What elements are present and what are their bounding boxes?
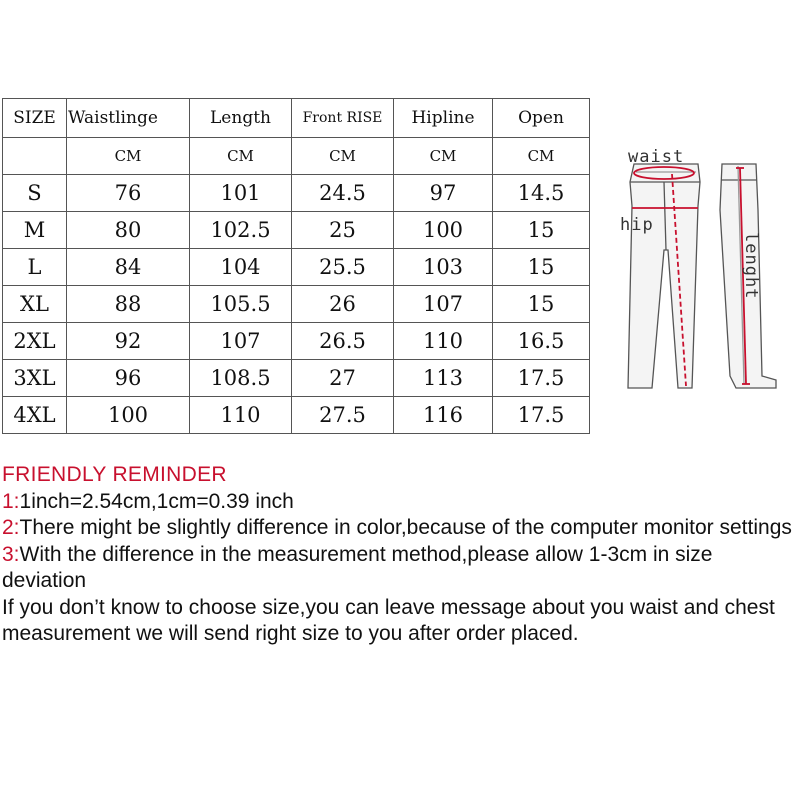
item-number: 3: <box>2 542 20 566</box>
table-cell: 107 <box>190 323 292 360</box>
table-cell: 25 <box>292 212 394 249</box>
table-cell: 14.5 <box>493 175 590 212</box>
size-cell: L <box>3 249 67 286</box>
unit-cell: CM <box>67 138 190 175</box>
table-cell: 105.5 <box>190 286 292 323</box>
size-cell: XL <box>3 286 67 323</box>
table-cell: 26.5 <box>292 323 394 360</box>
table-cell: 101 <box>190 175 292 212</box>
table-cell: 26 <box>292 286 394 323</box>
table-cell: 24.5 <box>292 175 394 212</box>
table-cell: 76 <box>67 175 190 212</box>
table-row <box>3 286 590 323</box>
table-cell: 110 <box>394 323 493 360</box>
table-cell: 17.5 <box>493 360 590 397</box>
header-length: Length <box>190 99 292 138</box>
table-cell: 113 <box>394 360 493 397</box>
table-row <box>3 323 590 360</box>
unit-cell: CM <box>493 138 590 175</box>
reminder-item-3 <box>2 542 800 595</box>
reminder-title: FRIENDLY REMINDER <box>2 463 227 486</box>
table-cell: 100 <box>67 397 190 434</box>
table-cell: 15 <box>493 249 590 286</box>
table-cell: 27.5 <box>292 397 394 434</box>
size-cell: S <box>3 175 67 212</box>
table-cell: 88 <box>67 286 190 323</box>
table-cell: 97 <box>394 175 493 212</box>
table-cell: 16.5 <box>493 323 590 360</box>
table-row <box>3 360 590 397</box>
table-cell: 104 <box>190 249 292 286</box>
hip-label: hip <box>620 215 654 235</box>
reminder-footer: If you don’t know to choose size,you can leave message about you waist and chest measurement we will send right size to you after order placed. <box>2 595 775 645</box>
item-text: With the difference in the measurement method,please allow 1-3cm in size deviation <box>2 542 713 592</box>
table-row <box>3 175 590 212</box>
size-cell: 4XL <box>3 397 67 434</box>
size-cell: 2XL <box>3 323 67 360</box>
reminder-item-2 <box>2 515 800 542</box>
table-cell: 116 <box>394 397 493 434</box>
unit-cell: CM <box>292 138 394 175</box>
table-cell: 108.5 <box>190 360 292 397</box>
table-row <box>3 212 590 249</box>
table-cell: 92 <box>67 323 190 360</box>
size-cell: M <box>3 212 67 249</box>
pants-front-view <box>628 164 700 388</box>
item-text: There might be slightly difference in color,because of the computer monitor settings <box>19 516 792 539</box>
reminder-item-1 <box>2 489 800 516</box>
table-cell: 80 <box>67 212 190 249</box>
item-number: 1: <box>2 489 20 513</box>
unit-cell: CM <box>190 138 292 175</box>
table-cell: 15 <box>493 286 590 323</box>
header-front-rise: Front RISE <box>292 99 394 138</box>
item-text: 1inch=2.54cm,1cm=0.39 inch <box>19 489 294 513</box>
table-cell: 27 <box>292 360 394 397</box>
table-cell: 110 <box>190 397 292 434</box>
size-chart-table <box>2 98 590 434</box>
table-cell: 15 <box>493 212 590 249</box>
waist-label: waist <box>628 147 685 167</box>
table-cell: 84 <box>67 249 190 286</box>
table-cell: 107 <box>394 286 493 323</box>
item-number: 2: <box>2 516 20 539</box>
table-row <box>3 249 590 286</box>
header-open: Open <box>493 99 590 138</box>
table-row <box>3 397 590 434</box>
header-size: SIZE <box>3 99 67 138</box>
table-cell: 100 <box>394 212 493 249</box>
table-cell: 25.5 <box>292 249 394 286</box>
table-cell: 17.5 <box>493 397 590 434</box>
header-hipline: Hipline <box>394 99 493 138</box>
unit-cell: CM <box>394 138 493 175</box>
header-waist: Waistlinge <box>67 99 190 138</box>
table-cell: 96 <box>67 360 190 397</box>
table-units-row <box>3 138 590 175</box>
size-cell: 3XL <box>3 360 67 397</box>
unit-cell <box>3 138 67 175</box>
table-cell: 102.5 <box>190 212 292 249</box>
table-cell: 103 <box>394 249 493 286</box>
friendly-reminder <box>2 462 800 648</box>
length-label: lenght <box>741 232 761 300</box>
pants-measurement-diagram <box>612 140 800 400</box>
table-header-row <box>3 99 590 138</box>
